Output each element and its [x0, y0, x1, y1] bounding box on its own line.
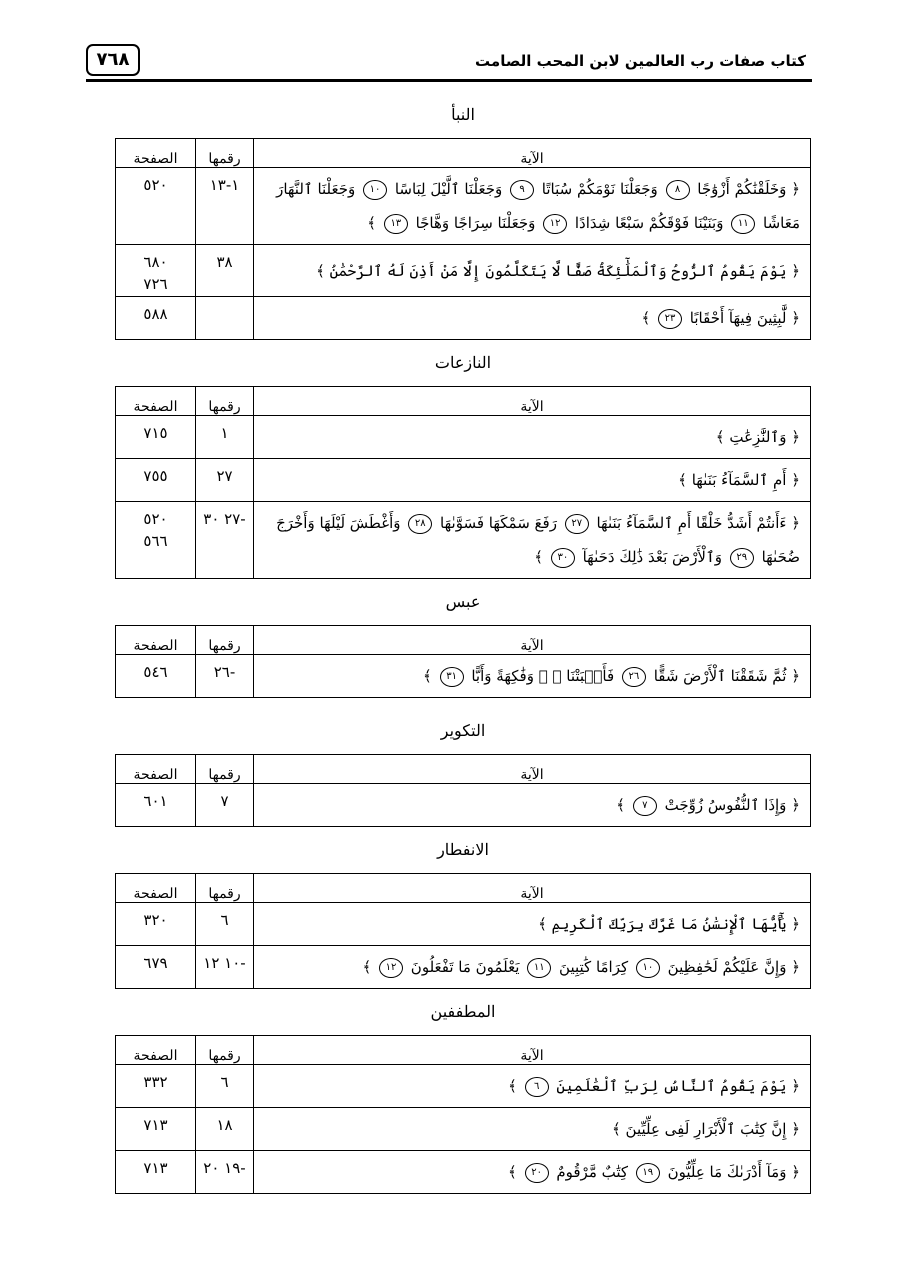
table-header-row: [116, 387, 811, 416]
verse-number-marker: ٢٧: [565, 514, 589, 534]
ayah-text: وَأَغْطَشَ لَيْلَهَا وَأَخْرَجَ ضُحَىٰهَا: [276, 514, 800, 566]
ayah-text: ﴿ أَمِ ٱلسَّمَآءُ بَنَىٰهَا ﴾: [678, 471, 800, 489]
column-header-ayah: الآية: [254, 387, 811, 416]
ayah-text: يَعْلَمُونَ مَا تَفْعَلُونَ: [406, 958, 525, 976]
page-reference-cell: [116, 946, 196, 989]
verse-number-marker: ٨: [666, 180, 690, 200]
verse-number-cell: ١: [196, 416, 254, 459]
verse-number-marker: ١٢: [379, 958, 403, 978]
ayah-text: ﴿ وَإِنَّ عَلَيْكُمْ لَحَٰفِظِينَ: [662, 958, 800, 976]
page-reference: ٥٢٠: [143, 176, 168, 194]
ayah-text: ﴿ يَٰٓأَيُّهَا ٱلْإِنسَٰنُ مَا غَرَّكَ بِرَبِّكَ ٱلْكَرِيمِ ﴾: [538, 915, 800, 933]
column-header-ayah: الآية: [254, 755, 811, 784]
page-reference: ٧١٥: [143, 424, 168, 442]
table-row: [116, 655, 811, 698]
verse-number-marker: ١٣: [384, 214, 408, 234]
page-reference-cell: [116, 459, 196, 502]
ayah-cell: [254, 502, 811, 579]
table-row: [116, 946, 811, 989]
column-header-number: رقمها: [196, 139, 254, 168]
verse-number-marker: ٢٨: [408, 514, 432, 534]
ayah-text: ﴿ إِنَّ كِتَٰبَ ٱلْأَبْرَارِ لَفِى عِلِّيِّينَ ﴾: [611, 1120, 800, 1138]
ayah-cell: [254, 1151, 811, 1194]
surah-title: الانفطار: [437, 840, 489, 859]
ayah-cell: [254, 784, 811, 827]
ayah-text: وَجَعَلْنَا سِرَاجًا وَهَّاجًا: [410, 214, 541, 232]
table-header-row: [116, 755, 811, 784]
ayah-text: ﴾: [367, 214, 381, 232]
book-title: كتاب صفات رب العالمين لابن المحب الصامت: [475, 52, 806, 70]
ayah-text: ﴿ ءَأَنتُمْ أَشَدُّ خَلْقًا أَمِ ٱلسَّمَآءُ بَنَىٰهَا: [591, 514, 800, 532]
ayah-text: ﴿ ثُمَّ شَقَقْنَا ٱلْأَرْضَ شَقًّا: [648, 667, 800, 685]
column-header-number: رقمها: [196, 755, 254, 784]
column-header-number: رقمها: [196, 1036, 254, 1065]
verse-number-cell: ١-١٣: [196, 168, 254, 245]
page-reference: ٦٠١: [143, 792, 168, 810]
verse-number-cell: -١٠ ١٢: [196, 946, 254, 989]
column-header-page: الصفحة: [116, 1036, 196, 1065]
ayah-text: ﴾: [616, 796, 630, 814]
verse-number-marker: ٧: [633, 796, 657, 816]
ayah-text: ﴾: [423, 667, 437, 685]
column-header-number: رقمها: [196, 387, 254, 416]
verse-number-marker: ٢٠: [525, 1163, 549, 1183]
verse-index: [115, 104, 811, 1206]
verse-number-cell: -٢٧ ٣٠: [196, 502, 254, 579]
ayah-cell: [254, 459, 811, 502]
verse-number-marker: ٢٩: [730, 548, 754, 568]
verse-number-marker: ٢٣: [658, 309, 682, 329]
verse-number-marker: ١٠: [363, 180, 387, 200]
page-reference-cell: [116, 903, 196, 946]
verse-number-marker: ١١: [731, 214, 755, 234]
verse-number-cell: [196, 297, 254, 340]
table-row: [116, 1108, 811, 1151]
page-header: [86, 44, 812, 80]
page-reference-cell: [116, 1151, 196, 1194]
column-header-page: الصفحة: [116, 387, 196, 416]
verse-table: [115, 625, 811, 698]
ayah-text: ﴿ وَمَآ أَدْرَىٰكَ مَا عِلِّيُّونَ: [662, 1163, 800, 1181]
verse-number-marker: ١٠: [636, 958, 660, 978]
verse-number-cell: -٢٦: [196, 655, 254, 698]
ayah-cell: [254, 245, 811, 297]
page-reference-cell: [116, 297, 196, 340]
table-header-row: [116, 1036, 811, 1065]
page-reference-cell: [116, 655, 196, 698]
page-reference: ٥٦٦: [143, 532, 168, 550]
table-row: [116, 459, 811, 502]
ayah-cell: [254, 297, 811, 340]
ayah-text: ﴿ وَخَلَقْنَٰكُمْ أَزْوَٰجًا: [692, 180, 800, 198]
ayah-cell: [254, 416, 811, 459]
ayah-cell: [254, 946, 811, 989]
page-reference: ٥٢٠: [143, 510, 168, 528]
verse-number-cell: -١٩ ٢٠: [196, 1151, 254, 1194]
table-row: [116, 903, 811, 946]
verse-number-cell: ١٨: [196, 1108, 254, 1151]
ayah-text: ﴾: [508, 1077, 522, 1095]
verse-number-marker: ٣٠: [551, 548, 575, 568]
page-reference: ٦٧٩: [143, 954, 168, 972]
verse-number-marker: ٩: [510, 180, 534, 200]
page-reference-cell: [116, 502, 196, 579]
verse-number-marker: ٦: [525, 1077, 549, 1097]
column-header-number: رقمها: [196, 874, 254, 903]
page-reference-cell: [116, 1108, 196, 1151]
verse-number-marker: ١٢: [543, 214, 567, 234]
ayah-text: ﴾: [362, 958, 377, 976]
page-reference: ٧١٣: [143, 1116, 168, 1134]
verse-table: [115, 754, 811, 827]
ayah-text: ﴿ يَوْمَ يَقُومُ ٱلنَّاسُ لِرَبِّ ٱلْعَٰلَمِينَ: [551, 1077, 800, 1095]
surah-title: التكوير: [440, 721, 486, 740]
surah-title: المطففين: [430, 1002, 496, 1021]
table-row: [116, 784, 811, 827]
page-reference: ٦٨٠: [143, 253, 168, 271]
page-reference: ٣٣٢: [143, 1073, 168, 1091]
page-reference: ٣٢٠: [143, 911, 168, 929]
ayah-text: ﴿ يَوْمَ يَقُومُ ٱلرُّوحُ وَٱلْمَلَٰٓئِكَةُ صَفًّا لَّا يَتَكَلَّمُونَ إِلَّا مَنْ أَذِنَ لَهُ ٱلرَّحْمَٰنُ ﴾: [316, 261, 800, 280]
ayah-cell: [254, 655, 811, 698]
ayah-text: وَجَعَلْنَا نَوْمَكُمْ سُبَاتًا: [537, 180, 663, 198]
ayah-cell: [254, 1065, 811, 1108]
column-header-page: الصفحة: [116, 874, 196, 903]
page-number: ٧٦٨: [86, 44, 140, 76]
table-row: [116, 297, 811, 340]
column-header-page: الصفحة: [116, 755, 196, 784]
page-reference-cell: [116, 784, 196, 827]
table-header-row: [116, 626, 811, 655]
ayah-cell: [254, 168, 811, 245]
ayah-text: ﴾: [641, 309, 656, 327]
verse-number-cell: ٦: [196, 1065, 254, 1108]
page-reference-cell: [116, 245, 196, 297]
verse-table: [115, 873, 811, 989]
column-header-number: رقمها: [196, 626, 254, 655]
ayah-text: وَجَعَلْنَا ٱلنَّهَارَ مَعَاشًا: [276, 180, 800, 232]
table-row: [116, 168, 811, 245]
page-reference: ٥٤٦: [143, 663, 168, 681]
table-row: [116, 1065, 811, 1108]
page-reference-cell: [116, 416, 196, 459]
ayah-text: كِتَٰبٌ مَّرْقُومٌ: [551, 1163, 633, 1181]
verse-table: [115, 386, 811, 579]
header-rule: [86, 79, 812, 82]
ayah-text: ﴾: [534, 548, 548, 566]
column-header-ayah: الآية: [254, 626, 811, 655]
verse-table: [115, 1035, 811, 1194]
table-row: [116, 245, 811, 297]
column-header-ayah: الآية: [254, 874, 811, 903]
column-header-ayah: الآية: [254, 139, 811, 168]
ayah-text: فَأَنۢبَتْنَا ﴾ ﴿ وَفَٰكِهَةً وَأَبًّا: [466, 667, 619, 685]
verse-number-marker: ٢٦: [622, 667, 646, 687]
verse-table: [115, 138, 811, 340]
verse-number-cell: ٧: [196, 784, 254, 827]
surah-title: النازعات: [434, 353, 492, 372]
ayah-text: وَجَعَلْنَا ٱلَّيْلَ لِبَاسًا: [390, 180, 507, 198]
page-reference: ٧١٣: [143, 1159, 168, 1177]
table-row: [116, 502, 811, 579]
verse-number-cell: ٦: [196, 903, 254, 946]
surah-title: النبأ: [451, 105, 475, 124]
surah-title: عبس: [445, 592, 481, 611]
verse-number-cell: ٢٧: [196, 459, 254, 502]
ayah-text: وَٱلْأَرْضَ بَعْدَ ذَٰلِكَ دَحَىٰهَآ: [577, 548, 727, 566]
page-reference: ٧٢٦: [143, 275, 168, 293]
ayah-text: ﴿ وَإِذَا ٱلنُّفُوسُ زُوِّجَتْ: [659, 796, 800, 814]
verse-number-cell: ٣٨: [196, 245, 254, 297]
ayah-cell: [254, 903, 811, 946]
page-reference: ٥٨٨: [143, 305, 168, 323]
verse-number-marker: ١٩: [636, 1163, 660, 1183]
verse-number-marker: ١١: [527, 958, 551, 978]
ayah-text: ﴿ وَٱلنَّٰزِعَٰتِ ﴾: [715, 428, 800, 446]
table-header-row: [116, 874, 811, 903]
column-header-ayah: الآية: [254, 1036, 811, 1065]
table-row: [116, 1151, 811, 1194]
table-row: [116, 416, 811, 459]
page-reference: ٧٥٥: [143, 467, 168, 485]
page-reference-cell: [116, 168, 196, 245]
ayah-text: وَبَنَيْنَا فَوْقَكُمْ سَبْعًا شِدَادًا: [570, 214, 729, 232]
verse-number-marker: ٣١: [440, 667, 464, 687]
table-header-row: [116, 139, 811, 168]
column-header-page: الصفحة: [116, 626, 196, 655]
page-reference-cell: [116, 1065, 196, 1108]
ayah-cell: [254, 1108, 811, 1151]
ayah-text: ﴿ لَّٰبِثِينَ فِيهَآ أَحْقَابًا: [685, 309, 800, 327]
ayah-text: كِرَامًا كَٰتِبِينَ: [554, 958, 633, 976]
column-header-page: الصفحة: [116, 139, 196, 168]
ayah-text: رَفَعَ سَمْكَهَا فَسَوَّىٰهَا: [435, 514, 562, 532]
ayah-text: ﴾: [508, 1163, 522, 1181]
